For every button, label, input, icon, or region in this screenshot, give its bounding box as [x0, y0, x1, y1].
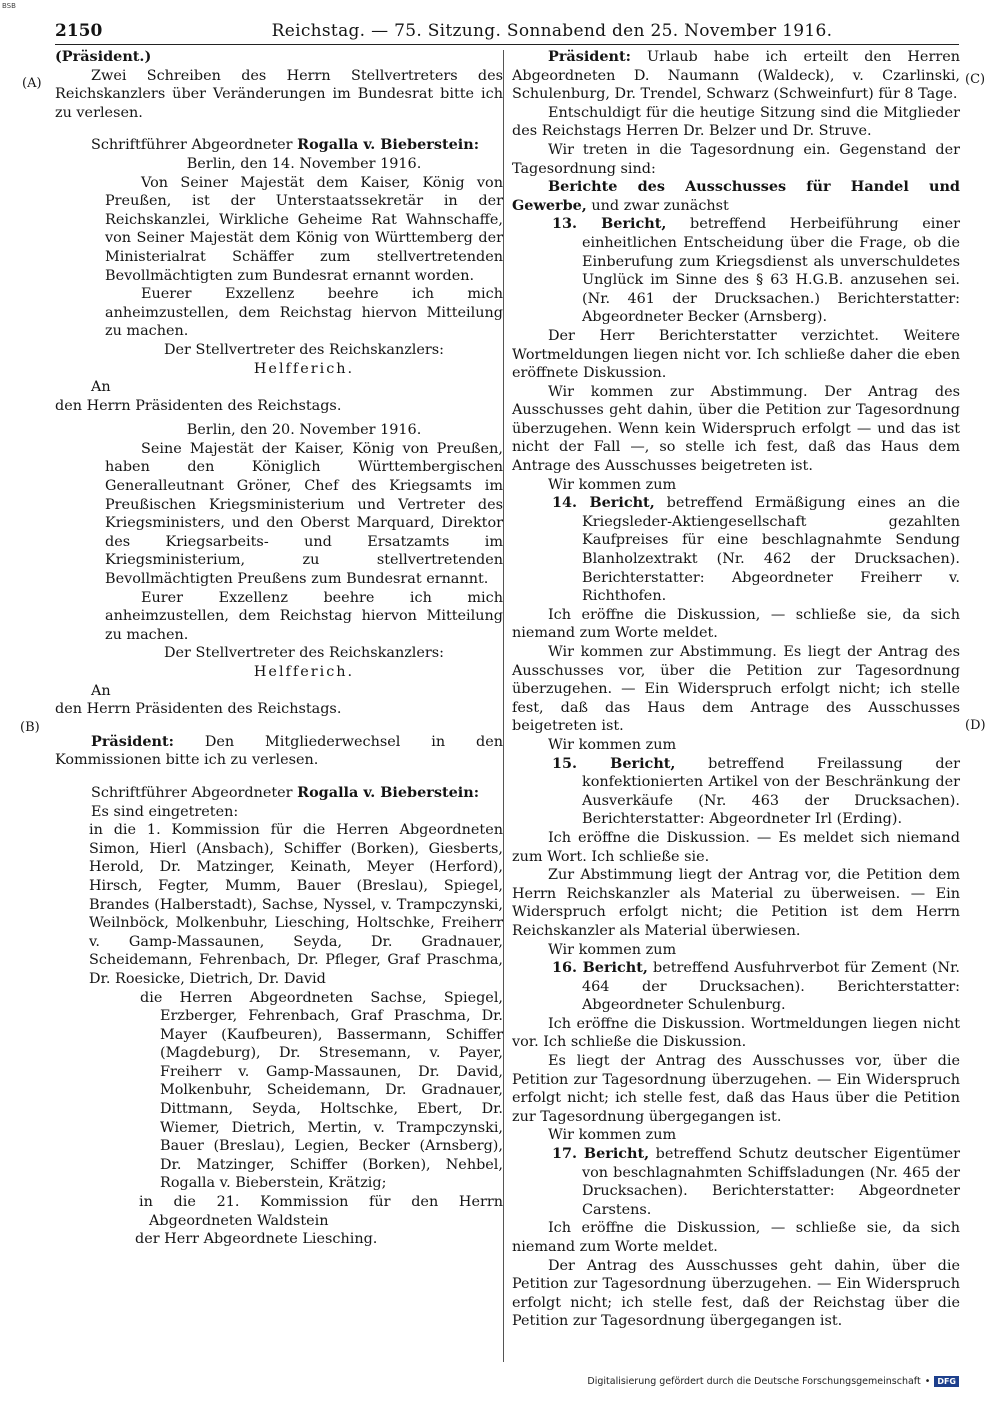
speaker-paragraph: Präsident: Den Mitgliederwechsel in den Kommissionen bitte ich zu verlesen. [55, 732, 503, 769]
paragraph: Ich eröffne die Diskussion, — schließe sie, da sich niemand zum Worte meldet. [512, 606, 960, 642]
report-item: 16. Bericht, betreffend Ausfuhrverbot für Zement (Nr. 464 der Drucksachen). Berichterstatter: Abgeordneter Schulenburg. [552, 959, 960, 1014]
paragraph: Der Antrag des Ausschusses geht dahin, über die Petition zur Tagesordnung überzugehen. — Ein Widerspruch erfolgt nicht; ich stelle fest, daß der Reichstag über die Petition zur Tagesordnung übergegangen ist. [512, 1257, 960, 1330]
letter-address: den Herrn Präsidenten des Reichstags. [55, 397, 342, 414]
speaker-name: Präsident: [91, 732, 174, 750]
page-number: 2150 [55, 21, 103, 41]
paragraph: Ich eröffne die Diskussion. Wortmeldungen liegen nicht vor. Ich schließe die Diskussion. [512, 1015, 960, 1051]
speaker-marker: (Präsident.) [55, 48, 152, 65]
dfg-logo: DFG [934, 1376, 959, 1387]
margin-mark-a: (A) [22, 76, 42, 91]
letter-address: An [91, 682, 111, 699]
letter-body: Eurer Exzellenz beehre ich mich anheimzustellen, dem Reichstag hiervon Mitteilung zu machen. [105, 589, 503, 643]
paragraph: Wir kommen zum [548, 736, 677, 753]
margin-mark-d: (D) [965, 718, 986, 733]
speaker-paragraph: Präsident: Urlaub habe ich erteilt den Herren Abgeordneten D. Naumann (Waldeck), v. Czarlinski, Schulenburg, Dr. Trendel, Schwarz (Schweinfurt) für 8 Tage. [512, 48, 960, 103]
commission-entry: in die 21. Kommission für den Herrn Abgeordneten Waldstein [139, 1194, 503, 1229]
left-column [55, 48, 503, 1249]
paragraph: Es sind eingetreten: [91, 803, 239, 820]
speaker-name: Rogalla v. Bieberstein: [297, 136, 480, 154]
paragraph: Es liegt der Antrag des Ausschusses vor, über die Petition zur Tagesordnung überzugehen. — Ein Widerspruch erfolgt nicht; ich stelle fest, daß das Haus über die Petition zur Tagesordnung übergegangen ist. [512, 1053, 960, 1125]
letter-address: den Herrn Präsidenten des Reichstags. [55, 701, 342, 718]
paragraph: Ich eröffne die Diskussion. — Es meldet sich niemand zum Wort. Ich schließe sie. [512, 829, 960, 865]
paragraph: Wir kommen zur Abstimmung. Der Antrag des Ausschusses geht dahin, über die Petition zur Tagesordnung überzugehen. Wenn kein Widerspruch erfolgt — und das ist nicht der Fall —, so stelle ich fest, daß das Haus dem Antrage des Ausschusses beigetreten ist. [512, 383, 960, 475]
paragraph: Zur Abstimmung liegt der Antrag vor, die Petition dem Herrn Reichskanzler als Material zu überweisen. — Ein Widerspruch erfolgt nicht; die Petition ist dem Herrn Reichskanzler als Material überwiesen. [512, 867, 960, 939]
header-rule [55, 44, 959, 45]
paragraph: Entschuldigt für die heutige Sitzung sind die Mitglieder des Reichstags Herren Dr. Belzer und Dr. Struve. [512, 104, 960, 140]
report-item: 13. Bericht, betreffend Herbeiführung einer einheitlichen Entscheidung über die Frage, ob die Einberufung zum Kriegsdienst als unverschuldetes Unglück im Sinne des § 63 H.G.B. anzusehen sei. (Nr. 461 der Drucksachen.) Berichterstatter: Abgeordneter Becker (Arnsberg). [552, 215, 960, 326]
commission-members: der Herr Abgeordnete Liesching. [135, 1231, 378, 1248]
speaker-paragraph: Schriftführer Abgeordneter Rogalla v. Bieberstein: [91, 783, 480, 801]
paragraph: Wir kommen zum [548, 1127, 677, 1144]
dot-separator: • [924, 1376, 931, 1387]
letter-date: Berlin, den 14. November 1916. [186, 155, 422, 172]
speaker-name: Rogalla v. Bieberstein: [297, 783, 480, 801]
paragraph: Ich eröffne die Diskussion, — schließe sie, da sich niemand zum Worte meldet. [512, 1220, 960, 1255]
column-divider [503, 50, 504, 1362]
running-title: Reichstag. — 75. Sitzung. Sonnabend den 25. November 1916. [271, 21, 833, 41]
letter-body: Seine Majestät der Kaiser, König von Preußen, haben den Königlich Württembergischen Generalleutnant Gröner, Chef des Kriegsamts im Preußischen Kriegsministerium und Vertreter des Kriegsministers, und den Oberst Marquard, Direktor des Kriegsarbeits- und Ersatzamts im Kriegsministerium, zu stellvertretenden Bevollmächtigten Preußens zum Bundesrat ernannt. [105, 440, 503, 588]
letter-signature: Helfferich. [253, 360, 355, 377]
commission-entry: in die 1. Kommission für die Herren Abgeordneten Simon, Hierl (Ansbach), Schiffer (Borken), Giesberts, Herold, Dr. Matzinger, Keinath, Meyer (Herford), Hirsch, Fegter, Mumm, Bauer (Breslau), Spiegel, Brandes (Halberstadt), Sachse, Nyssel, v. Trampczynski, Weilnböck, Molkenbuhr, Liesching, Holtschke, Freiherr v. Gamp-Massaunen, Seyda, Dr. Gradnauer, Scheidemann, Fehrenbach, Dr. Pfleger, Graf Praschma, Dr. Roesicke, Dietrich, Dr. David [89, 822, 503, 987]
letter-signature: Helfferich. [253, 664, 355, 680]
commission-members: die Herren Abgeordneten Sachse, Spiegel, Erzberger, Fehrenbach, Graf Praschma, Dr. Mayer (Kaufbeuren), Bassermann, Schiffer (Magdeburg), Dr. Stresemann, v. Payer, Freiherr v. Gamp-Massaunen, Dr. David, Molkenbuhr, Scheidemann, Dr. Gradnauer, Dittmann, Seyda, Holtschke, Ebert, Dr. Wiemer, Dietrich, Mertin, v. Trampczynski, Bauer (Breslau), Legien, Becker (Arnsberg), Dr. Matzinger, Schiffer (Borken), Nehbel, Rogalla v. Bieberstein, Krätzig; [140, 989, 503, 1192]
letter-signature-role: Der Stellvertreter des Reichskanzlers: [163, 645, 445, 662]
margin-mark-b: (B) [20, 720, 40, 735]
report-item: 14. Bericht, betreffend Ermäßigung eines an die Kriegsleder-Aktiengesellschaft gezahlten Kaufpreises für eine beschlagnahmte Sendung Blanholzextrakt (Nr. 462 der Drucksachen). Berichterstatter: Abgeordneter Freiherr v. Richthofen. [552, 494, 960, 605]
letter-address: An [91, 379, 111, 396]
letter-signature-role: Der Stellvertreter des Reichskanzlers: [163, 341, 445, 358]
letter-body: Euerer Exzellenz beehre ich mich anheimzustellen, dem Reichstag hiervon Mitteilung zu machen. [105, 286, 503, 340]
speaker-paragraph: Schriftführer Abgeordneter Rogalla v. Bieberstein: [91, 136, 480, 154]
report-item: 17. Bericht, betreffend Schutz deutscher Eigentümer von beschlagnahmten Schiffsladungen (Nr. 465 der Drucksachen). Berichterstatter: Abgeordneter Carstens. [552, 1145, 960, 1218]
right-column [512, 48, 960, 1331]
letter-date: Berlin, den 20. November 1916. [186, 422, 422, 439]
paragraph: Wir treten in die Tagesordnung ein. Gegenstand der Tagesordnung sind: [512, 141, 960, 177]
paragraph: Der Herr Berichterstatter verzichtet. Weitere Wortmeldungen liegen nicht vor. Ich schließe daher die eben eröffnete Diskussion. [512, 327, 960, 382]
library-stamp: BSB [2, 2, 16, 10]
margin-mark-c: (C) [965, 72, 986, 87]
speaker-name: Präsident: [548, 48, 631, 65]
funding-text: Digitalisierung gefördert durch die Deutsche Forschungsgemeinschaft [587, 1376, 921, 1387]
funding-footer [587, 1376, 959, 1387]
agenda-heading: Berichte des Ausschusses für Handel und Gewerbe, und zwar zunächst [512, 178, 960, 214]
page-header [55, 18, 959, 44]
paragraph: Wir kommen zum [548, 941, 677, 958]
paragraph: Wir kommen zum [548, 476, 677, 493]
letter-body: Von Seiner Majestät dem Kaiser, König von Preußen, ist der Unterstaatssekretär in der Reichskanzlei, Wirkliche Geheime Rat Wahnschaffe, von Seiner Majestät dem König von Württemberg der Ministerialrat Schäffer zum stellvertretenden Bevollmächtigten zum Bundesrat ernannt worden. [105, 174, 503, 284]
report-item: 15. Bericht, betreffend Freilassung der konfektionierten Artikel von der Beschränkung der Ausverkäufe (Nr. 463 der Drucksachen). Berichterstatter: Abgeordneter Irl (Erding). [552, 754, 960, 828]
paragraph: Wir kommen zur Abstimmung. Es liegt der Antrag des Ausschusses vor, über die Petition zur Tagesordnung überzugehen. — Ein Widerspruch erfolgt nicht; ich stelle fest, daß das Haus dem Antrage des Ausschusses beigetreten ist. [512, 644, 960, 735]
paragraph: Zwei Schreiben des Herrn Stellvertreters des Reichskanzlers über Veränderungen im Bundesrat bitte ich zu verlesen. [55, 67, 503, 121]
